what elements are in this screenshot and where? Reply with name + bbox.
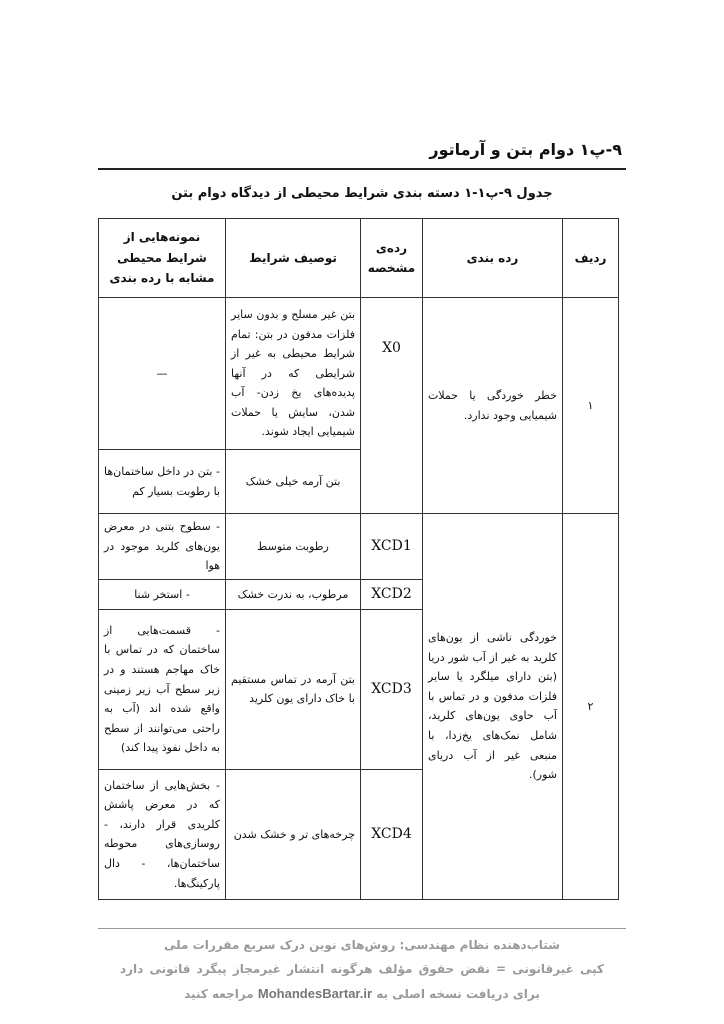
footer-rule (98, 928, 626, 929)
row-number: ۲ (563, 514, 619, 900)
section-title: ۹-پ۱ دوام بتن و آرماتور (429, 140, 622, 159)
class-text: خطر خوردگی یا حملات شیمیایی وجود ندارد. (423, 298, 563, 514)
table-row (99, 514, 619, 580)
example-cell: - بتن در داخل ساختمان‌ها با رطوبت بسیار کم (99, 450, 226, 514)
code-cell: XCD2 (361, 580, 423, 610)
website-link[interactable]: MohandesBartar.ir (257, 986, 373, 1001)
table-header-row (99, 219, 619, 298)
row-number: ۱ (563, 298, 619, 514)
example-cell: - استخر شنا (99, 580, 226, 610)
footer-line-3 (90, 986, 634, 1001)
description-cell: مرطوب، به ندرت خشک (226, 580, 361, 610)
header-class: رده بندی (423, 219, 563, 298)
header-code: رده‌ی مشخصه (361, 219, 423, 298)
footer-line-3-suffix: مراجعه کنید (184, 987, 254, 1001)
table-title: جدول ۹-پ۱-۱ دسته بندی شرایط محیطی از دیدگاه دوام بتن (171, 186, 553, 201)
description-cell: چرخه‌های تر و خشک شدن (226, 769, 361, 899)
example-cell: - سطوح بتنی در معرض یون‌های کلرید موجود در هوا (99, 514, 226, 580)
example-cell: — (99, 298, 226, 450)
header-examples: نمونه‌هایی از شرایط محیطی مشابه با رده بندی (99, 219, 226, 298)
description-cell: بتن آرمه در تماس مستقیم با خاک دارای یون کلرید (226, 609, 361, 769)
exposure-classes-table (98, 218, 619, 900)
code-cell: X0 (361, 298, 423, 514)
description-cell: بتن آرمه خیلی خشک (226, 450, 361, 514)
table-row (99, 298, 619, 450)
class-text: خوردگی ناشی از یون‌های کلرید به غیر از آب شور دریا (بتن دارای میلگرد یا سایر فلزات مدفون و در تماس با آب حاوی یون‌های کلرید، شامل نمک‌های یخ‌زدا، با منبعی غیر از آب دریای شور). (423, 514, 563, 900)
description-cell: بتن غیر مسلح و بدون سایر فلزات مدفون در بتن: تمام شرایط محیطی به غیر از شرایطی که در آنها پدیده‌های یخ زدن- آب شدن، سایش یا حملات شیمیایی ایجاد شوند. (226, 298, 361, 450)
header-row-number: ردیف (563, 219, 619, 298)
example-cell: - بخش‌هایی از ساختمان که در معرض پاشش کلریدی قرار دارند، - روسازی‌های محوطه ساختمان‌ها، - دال پارکینگ‌ها. (99, 769, 226, 899)
footer-line-2: کپی غیرقانونی = نقض حقوق مؤلف هرگونه انتشار غیرمجاز پیگرد قانونی دارد (119, 962, 605, 976)
footer-line-1: شتاب‌دهنده نظام مهندسی: روش‌های نوین درک سریع مقررات ملی (164, 938, 560, 952)
code-cell: XCD4 (361, 769, 423, 899)
footer-line-3-prefix: برای دریافت نسخه اصلی به (376, 987, 540, 1001)
example-cell: - قسمت‌هایی از ساختمان که در تماس با خاک مهاجم هستند و در زیر سطح آب زیر زمینی واقع شده اند (آب به راحتی می‌توانند از سطح به داخل نفوذ پیدا کند) (99, 609, 226, 769)
code-cell: XCD1 (361, 514, 423, 580)
code-cell: XCD3 (361, 609, 423, 769)
header-description: توصیف شرایط (226, 219, 361, 298)
description-cell: رطوبت متوسط (226, 514, 361, 580)
section-rule (98, 168, 626, 170)
